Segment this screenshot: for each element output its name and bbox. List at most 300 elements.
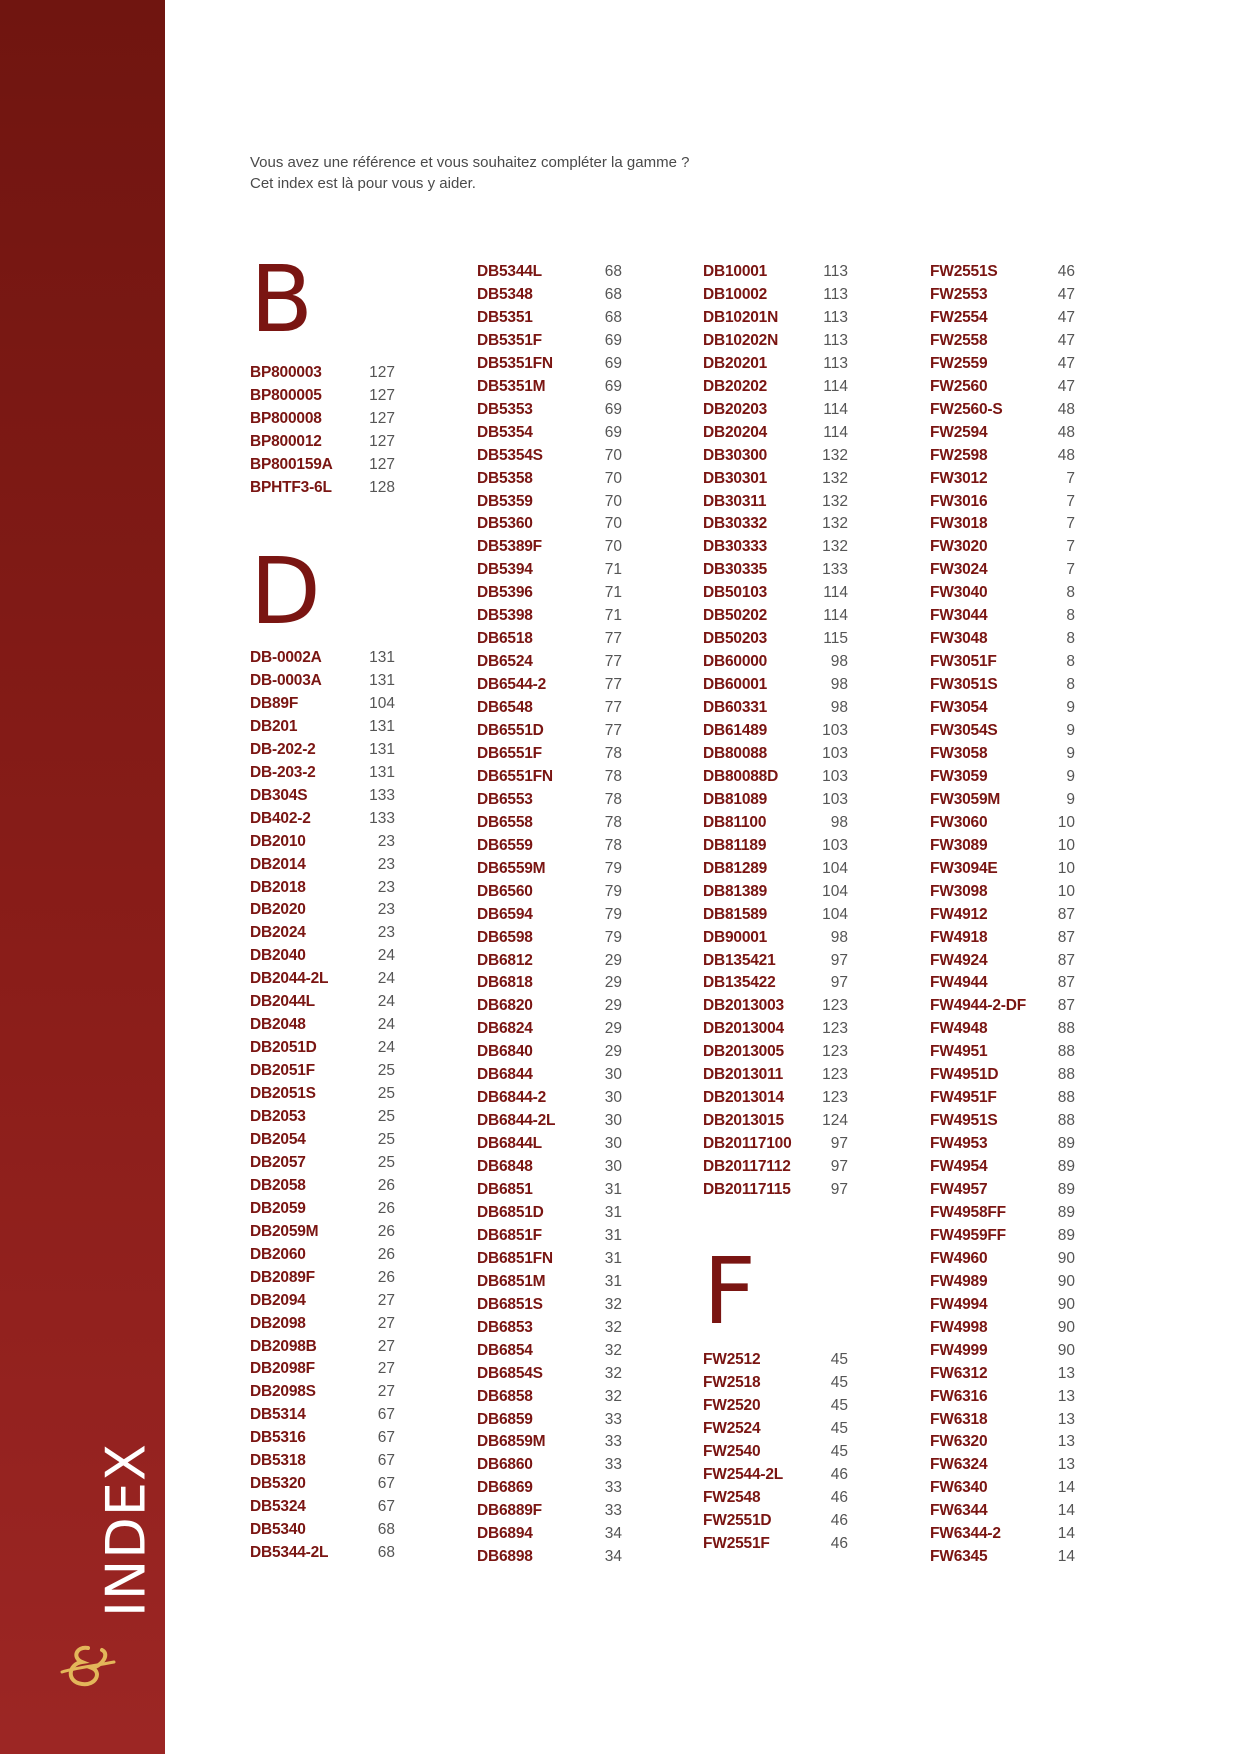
index-entry [930,1109,1130,1132]
entry-page-number: 114 [823,400,848,418]
index-entry [703,1509,903,1532]
entry-reference: DB30333 [703,538,768,556]
index-entry [703,1348,903,1371]
entry-page-number: 7 [1066,469,1075,487]
index-entry [477,1476,677,1499]
entry-reference: DB6851 [477,1181,533,1198]
entry-page-number: 123 [822,1089,848,1107]
entry-page-number: 23 [377,878,395,896]
entry-reference: DB2059 [250,1199,306,1217]
index-entry [477,490,677,513]
entry-reference: DB30311 [703,492,767,510]
entry-page-number: 133 [369,809,395,827]
entry-reference: FW4953 [930,1135,988,1153]
entry-reference: DB2059M [250,1222,319,1240]
entry-page-number: 9 [1066,722,1075,739]
entry-page-number: 33 [604,1502,622,1520]
index-entry [703,1532,903,1555]
entry-page-number: 69 [604,354,622,372]
entry-page-number: 68 [377,1544,395,1562]
entry-reference: DB304S [250,786,308,804]
entry-reference: FW2520 [703,1396,761,1414]
entry-reference: DB-0002A [250,649,322,666]
index-entry [930,696,1130,719]
index-entry [477,1224,677,1247]
entry-page-number: 67 [377,1452,395,1470]
index-entry [477,971,677,994]
entry-reference: DB201 [250,717,298,735]
entry-reference: FW2559 [930,354,988,372]
entry-page-number: 87 [1057,928,1075,946]
entry-reference: DB10002 [703,285,768,303]
entry-page-number: 26 [377,1222,395,1240]
entry-page-number: 45 [830,1396,848,1414]
index-entry [930,1178,1130,1201]
entry-reference: DB6820 [477,997,533,1015]
entry-page-number: 31 [604,1272,622,1290]
index-entry [930,1155,1130,1178]
index-entry [477,880,677,903]
index-entry [477,1293,677,1316]
index-entry [930,444,1130,467]
entry-page-number: 123 [822,1020,848,1038]
index-entry [477,1086,677,1109]
entry-page-number: 14 [1057,1548,1075,1566]
entry-reference: DB5318 [250,1452,306,1470]
index-entry [930,1224,1130,1247]
entry-reference: DB6851F [477,1226,542,1244]
index-entry [250,1220,450,1243]
entry-reference: DB2013015 [703,1112,784,1130]
index-entry [930,1132,1130,1155]
entry-page-number: 132 [822,446,848,464]
entry-reference: DB6851S [477,1295,543,1313]
index-entry [703,1463,903,1486]
entry-reference: FW3040 [930,584,988,602]
entry-page-number: 34 [604,1548,622,1566]
index-entry [477,1316,677,1339]
entry-reference: DB2051D [250,1039,317,1057]
entry-reference: DB6598 [477,928,533,946]
entry-reference: FW6344 [930,1502,988,1520]
entry-page-number: 71 [604,607,622,625]
entry-reference: DB90001 [703,928,768,946]
entry-reference: DB6559M [477,859,546,877]
index-entry [703,1417,903,1440]
entry-reference: FW3060 [930,813,988,831]
entry-reference: FW2551F [703,1534,770,1552]
entry-page-number: 114 [823,377,848,395]
entry-page-number: 24 [377,1016,395,1034]
index-entry [703,421,903,444]
entry-page-number: 29 [604,951,622,969]
entry-reference: FW4957 [930,1181,988,1198]
index-entry [703,1486,903,1509]
index-entry [250,853,450,876]
index-entry [477,1270,677,1293]
entry-reference: DB5351 [477,308,533,326]
entry-page-number: 128 [369,478,395,496]
index-entry [703,857,903,880]
entry-reference: DB2013004 [703,1020,784,1038]
entry-page-number: 90 [1057,1249,1075,1267]
entry-page-number: 97 [830,951,848,969]
entry-reference: FW2594 [930,423,988,441]
entry-page-number: 30 [604,1089,622,1107]
index-entry [250,646,450,669]
entry-reference: DB2044-2L [250,970,329,988]
entry-page-number: 45 [830,1419,848,1437]
index-entry [250,761,450,784]
entry-page-number: 97 [830,1181,848,1198]
entry-page-number: 32 [604,1295,622,1313]
index-entry [703,1017,903,1040]
entry-reference: FW4951 [930,1043,988,1061]
entry-page-number: 127 [369,364,395,381]
index-entry [477,1499,677,1522]
entry-page-number: 70 [604,538,622,556]
entry-page-number: 68 [604,263,622,280]
entry-page-number: 10 [1057,836,1075,854]
entry-reference: FW4960 [930,1249,988,1267]
entry-page-number: 104 [822,859,848,877]
entry-page-number: 78 [604,836,622,854]
index-entry [930,306,1130,329]
index-entry [930,283,1130,306]
entry-page-number: 26 [377,1199,395,1217]
entry-page-number: 24 [377,993,395,1011]
index-entry [703,375,903,398]
entry-reference: FW2540 [703,1442,761,1460]
index-entry [250,1541,450,1564]
index-entry [703,696,903,719]
index-entry [930,535,1130,558]
entry-page-number: 104 [822,905,848,923]
entry-page-number: 113 [823,354,848,372]
sidebar [0,0,165,1754]
entry-reference: DB2060 [250,1245,306,1263]
entry-reference: DB50203 [703,630,768,648]
entry-page-number: 97 [830,1158,848,1176]
index-entry [703,1086,903,1109]
index-entry [930,1201,1130,1224]
entry-reference: FW2548 [703,1488,761,1506]
entry-page-number: 90 [1057,1341,1075,1359]
index-entry [703,994,903,1017]
entry-page-number: 48 [1057,400,1075,418]
index-entry [250,1495,450,1518]
entry-reference: DB10202N [703,331,779,349]
entry-reference: DB20203 [703,400,768,418]
entry-page-number: 26 [377,1245,395,1263]
entry-page-number: 25 [377,1108,395,1125]
entry-page-number: 89 [1057,1158,1075,1176]
index-entry [703,329,903,352]
entry-reference: FW6344-2 [930,1525,1001,1543]
index-entry [250,384,450,407]
entry-page-number: 68 [604,285,622,303]
entry-reference: DB20117112 [703,1158,791,1176]
entry-page-number: 27 [377,1291,395,1309]
index-entry [930,1408,1130,1431]
index-entry [477,673,677,696]
index-entry [703,811,903,834]
entry-page-number: 9 [1066,699,1075,717]
entry-page-number: 33 [604,1456,622,1474]
entry-reference: DB5389F [477,538,542,556]
entry-reference: FW2598 [930,446,988,464]
entry-page-number: 123 [822,997,848,1015]
index-entry [250,1128,450,1151]
entry-page-number: 23 [377,855,395,873]
index-entry [930,949,1130,972]
entry-page-number: 123 [822,1043,848,1061]
index-entry [477,444,677,467]
entry-page-number: 67 [377,1429,395,1447]
index-entry [250,1059,450,1082]
index-entry [930,719,1130,742]
entry-page-number: 46 [830,1534,848,1552]
entry-reference: DB6551F [477,744,542,762]
entry-reference: DB80088 [703,744,768,762]
entry-page-number: 34 [604,1525,622,1543]
index-entry [930,512,1130,535]
entry-reference: DB5348 [477,285,533,303]
entry-reference: DB6812 [477,951,533,969]
entry-reference: DB50202 [703,607,768,625]
index-entry [250,1174,450,1197]
entry-page-number: 69 [604,377,622,395]
entry-page-number: 68 [377,1521,395,1539]
index-entry [703,765,903,788]
entry-reference: DB6851M [477,1272,546,1290]
entry-reference: DB6844-2L [477,1112,556,1130]
entry-reference: DB6824 [477,1020,533,1038]
entry-page-number: 127 [369,432,395,450]
index-entry [703,650,903,673]
index-entry [477,1040,677,1063]
entry-reference: DB5340 [250,1521,306,1539]
entry-page-number: 114 [823,423,848,441]
entry-page-number: 113 [823,331,848,349]
entry-page-number: 23 [377,832,395,850]
entry-reference: FW4998 [930,1318,988,1336]
entry-reference: FW2512 [703,1351,761,1368]
entry-page-number: 78 [604,744,622,762]
index-entry [250,944,450,967]
entry-reference: DB30332 [703,515,768,533]
entry-reference: FW2551D [703,1511,772,1529]
entry-page-number: 88 [1057,1043,1075,1061]
entry-page-number: 87 [1057,974,1075,992]
entry-page-number: 26 [377,1268,395,1286]
index-entry [703,490,903,513]
index-entry [930,673,1130,696]
entry-reference: DB5351F [477,331,542,349]
entry-page-number: 14 [1057,1525,1075,1543]
entry-reference: DB2057 [250,1153,306,1171]
index-entry [930,1385,1130,1408]
entry-reference: FW3058 [930,744,988,762]
index-entry [703,673,903,696]
entry-reference: BP800159A [250,455,333,473]
index-entry [930,926,1130,949]
index-entry [477,696,677,719]
index-entry [930,1545,1130,1568]
entry-reference: BP800003 [250,364,322,381]
index-entry [930,581,1130,604]
index-entry [477,1155,677,1178]
index-entry [477,1109,677,1132]
entry-reference: DB2094 [250,1291,306,1309]
index-entry [703,558,903,581]
entry-reference: DB2040 [250,947,306,965]
entry-page-number: 30 [604,1066,622,1084]
index-entry [477,903,677,926]
entry-reference: DB81100 [703,813,767,831]
section-letter-b: B [250,246,314,353]
entry-reference: FW3012 [930,469,988,487]
entry-reference: DB6859 [477,1410,533,1428]
entry-page-number: 79 [604,882,622,900]
index-entry [703,880,903,903]
index-entry [250,692,450,715]
entry-reference: FW3024 [930,561,988,579]
entry-page-number: 67 [377,1406,395,1424]
entry-page-number: 9 [1066,767,1075,785]
entry-reference: DB6848 [477,1158,533,1176]
index-entry [703,1440,903,1463]
entry-page-number: 31 [604,1181,622,1198]
index-entry [477,834,677,857]
entry-page-number: 88 [1057,1066,1075,1084]
entry-page-number: 24 [377,1039,395,1057]
entry-reference: DB6869 [477,1479,533,1497]
entry-page-number: 29 [604,974,622,992]
index-entry [477,719,677,742]
entry-page-number: 32 [604,1387,622,1405]
entry-page-number: 27 [377,1337,395,1355]
entry-reference: DB2051S [250,1085,316,1103]
index-entry [930,260,1130,283]
entry-page-number: 9 [1066,744,1075,762]
index-entry [703,1178,903,1201]
index-entry [250,1266,450,1289]
entry-reference: DB6898 [477,1548,533,1566]
entry-reference: DB6851D [477,1203,544,1221]
index-entry [250,876,450,899]
entry-reference: DB2098B [250,1337,317,1355]
index-entry [930,811,1130,834]
index-entry [930,834,1130,857]
entry-page-number: 127 [369,409,395,427]
entry-reference: FW6318 [930,1410,988,1428]
entry-page-number: 47 [1057,354,1075,372]
entry-reference: DB6854 [477,1341,533,1359]
entry-reference: FW6312 [930,1364,988,1382]
entry-page-number: 27 [377,1314,395,1332]
entry-page-number: 46 [830,1488,848,1506]
index-entry [250,1357,450,1380]
entry-reference: FW3059 [930,767,988,785]
index-entry [703,535,903,558]
entry-reference: DB2013005 [703,1043,784,1061]
entry-page-number: 89 [1057,1226,1075,1244]
index-entry [930,903,1130,926]
entry-page-number: 23 [377,901,395,919]
entry-page-number: 113 [823,285,848,303]
entry-reference: DB20201 [703,354,768,372]
entry-reference: FW3020 [930,538,988,556]
entry-page-number: 8 [1066,653,1075,671]
index-entry [477,1063,677,1086]
entry-page-number: 7 [1066,515,1075,533]
index-entry [250,430,450,453]
entry-page-number: 45 [830,1351,848,1368]
entry-reference: FW3054S [930,722,998,739]
index-entry [930,421,1130,444]
section-letter-d: D [250,538,321,645]
entry-page-number: 131 [369,649,395,666]
index-entry [703,834,903,857]
entry-reference: DB2098F [250,1360,315,1378]
entry-reference: FW4999 [930,1341,988,1359]
entry-page-number: 89 [1057,1181,1075,1198]
entry-page-number: 71 [604,561,622,579]
index-entry [703,1040,903,1063]
index-entry [250,1403,450,1426]
entry-page-number: 9 [1066,790,1075,808]
entry-reference: DB2089F [250,1268,315,1286]
entry-page-number: 47 [1057,331,1075,349]
index-entry [930,1293,1130,1316]
index-entry [477,926,677,949]
entry-page-number: 13 [1057,1433,1075,1451]
index-entry [477,398,677,421]
index-entry [250,898,450,921]
entry-reference: FW2524 [703,1419,761,1437]
entry-reference: DB2024 [250,924,306,942]
index-entry [250,1197,450,1220]
index-entry [703,1394,903,1417]
entry-reference: BP800012 [250,432,322,450]
index-entry [477,1408,677,1431]
index-entry [930,375,1130,398]
entry-page-number: 90 [1057,1318,1075,1336]
index-entry [930,1270,1130,1293]
entry-page-number: 69 [604,331,622,349]
index-entry [477,1132,677,1155]
entry-reference: FW4912 [930,905,988,923]
entry-page-number: 89 [1057,1203,1075,1221]
entry-page-number: 103 [822,722,848,739]
entry-page-number: 30 [604,1112,622,1130]
entry-page-number: 103 [822,744,848,762]
index-entry [250,1380,450,1403]
entry-page-number: 88 [1057,1112,1075,1130]
entry-reference: DB5314 [250,1406,306,1424]
entry-page-number: 132 [822,469,848,487]
index-entry [703,512,903,535]
entry-page-number: 30 [604,1135,622,1153]
entry-page-number: 24 [377,970,395,988]
index-entry [477,1201,677,1224]
index-entry [703,467,903,490]
entry-reference: DB60331 [703,699,768,717]
entry-page-number: 98 [830,928,848,946]
entry-page-number: 104 [369,694,395,712]
index-entry [250,990,450,1013]
